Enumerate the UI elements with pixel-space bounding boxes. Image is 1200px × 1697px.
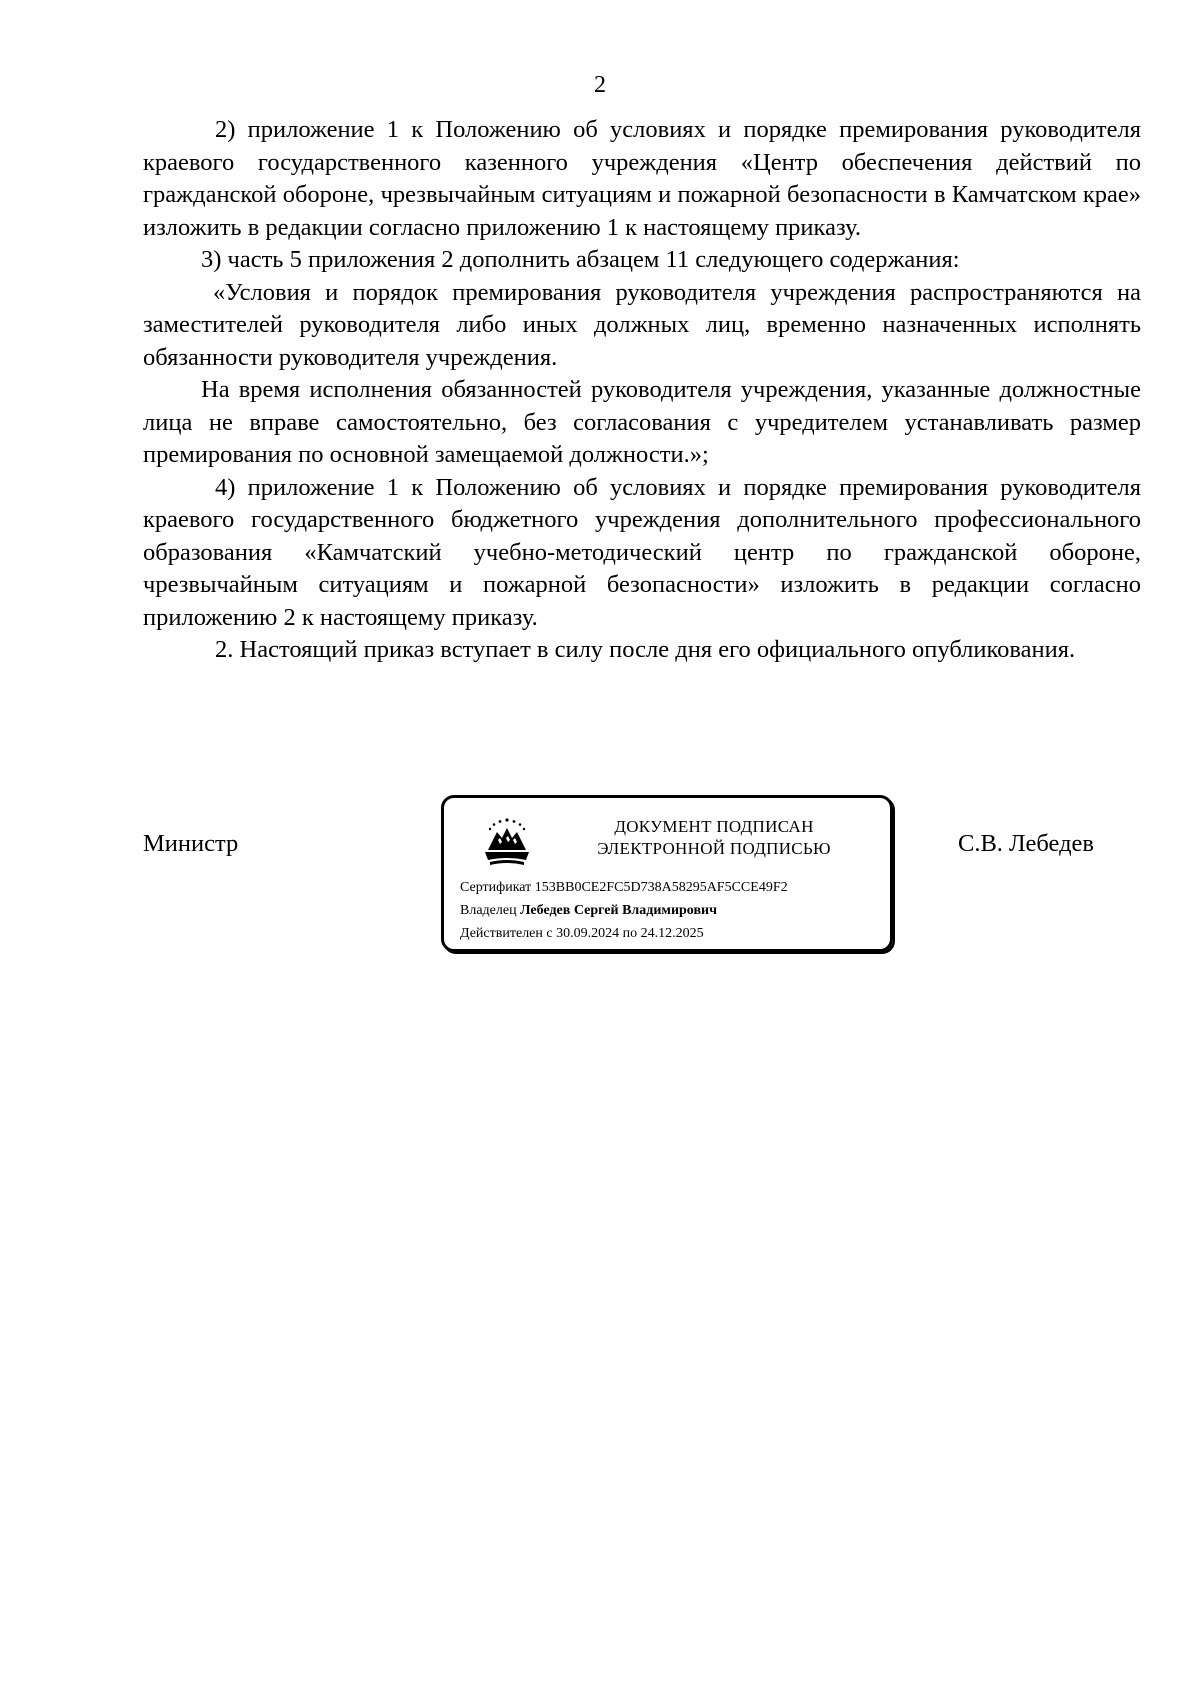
stamp-heading-line-2: ЭЛЕКТРОННОЙ ПОДПИСЬЮ <box>597 839 831 858</box>
certificate-label: Сертификат <box>460 880 532 895</box>
page-number: 2 <box>594 72 606 98</box>
valid-to-date: 24.12.2025 <box>640 926 704 941</box>
valid-from-date: 30.09.2024 <box>556 926 620 941</box>
paragraph-item-4: 4) приложение 1 к Положению об условиях и порядке премирования руководителя краевого государственного бюджетного учреждения дополнительного профессионального образования «Камчатский учебно-методический центр по гражданской обороне, чрезвычайным ситуациям и пожарной безопасности» изложить в редакции согласно приложению 2 к настоящему приказу. <box>143 473 1141 631</box>
paragraph-quote-duties: На время исполнения обязанностей руководителя учреждения, указанные должностные лица не вправе самостоятельно, без согласования с учредителем устанавливать размер премирования по основной замещаемой должности.»; <box>143 376 1141 468</box>
electronic-signature-stamp <box>441 795 893 952</box>
valid-from-label: с <box>546 926 553 941</box>
stamp-heading <box>554 816 874 860</box>
paragraph-effective-date: 2. Настоящий приказ вступает в силу после дня его официального опубликования. <box>215 636 1076 663</box>
kamchatka-emblem-icon <box>480 816 534 868</box>
valid-to-label: по <box>622 926 638 941</box>
valid-label: Действителен <box>460 926 543 941</box>
paragraph-item-3: 3) часть 5 приложения 2 дополнить абзацем 11 следующего содержания: <box>201 246 960 273</box>
paragraph-item-2: 2) приложение 1 к Положению об условиях и порядке премирования руководителя краевого государственного казенного учреждения «Центр обеспечения действий по гражданской обороне, чрезвычайным ситуациям и пожарной безопасности в Камчатском крае» изложить в редакции согласно приложению 1 к настоящему приказу. <box>143 116 1141 241</box>
paragraph-quote-conditions: «Условия и порядок премирования руководителя учреждения распространяются на заместителей руководителя либо иных должных лиц, временно назначенных исполнять обязанности руководителя учреждения. <box>143 278 1141 371</box>
stamp-heading-line-1: ДОКУМЕНТ ПОДПИСАН <box>614 817 814 836</box>
stamp-validity-row <box>460 925 704 943</box>
document-body <box>143 114 1141 667</box>
certificate-value: 153BB0CE2FC5D738A58295AF5CCE49F2 <box>534 880 788 895</box>
signer-name: С.В. Лебедев <box>958 830 1094 857</box>
stamp-owner-row <box>460 902 717 920</box>
owner-label: Владелец <box>460 903 517 918</box>
stamp-certificate-row <box>460 879 788 897</box>
signer-position: Министр <box>143 830 239 857</box>
owner-value: Лебедев Сергей Владимирович <box>520 903 717 918</box>
